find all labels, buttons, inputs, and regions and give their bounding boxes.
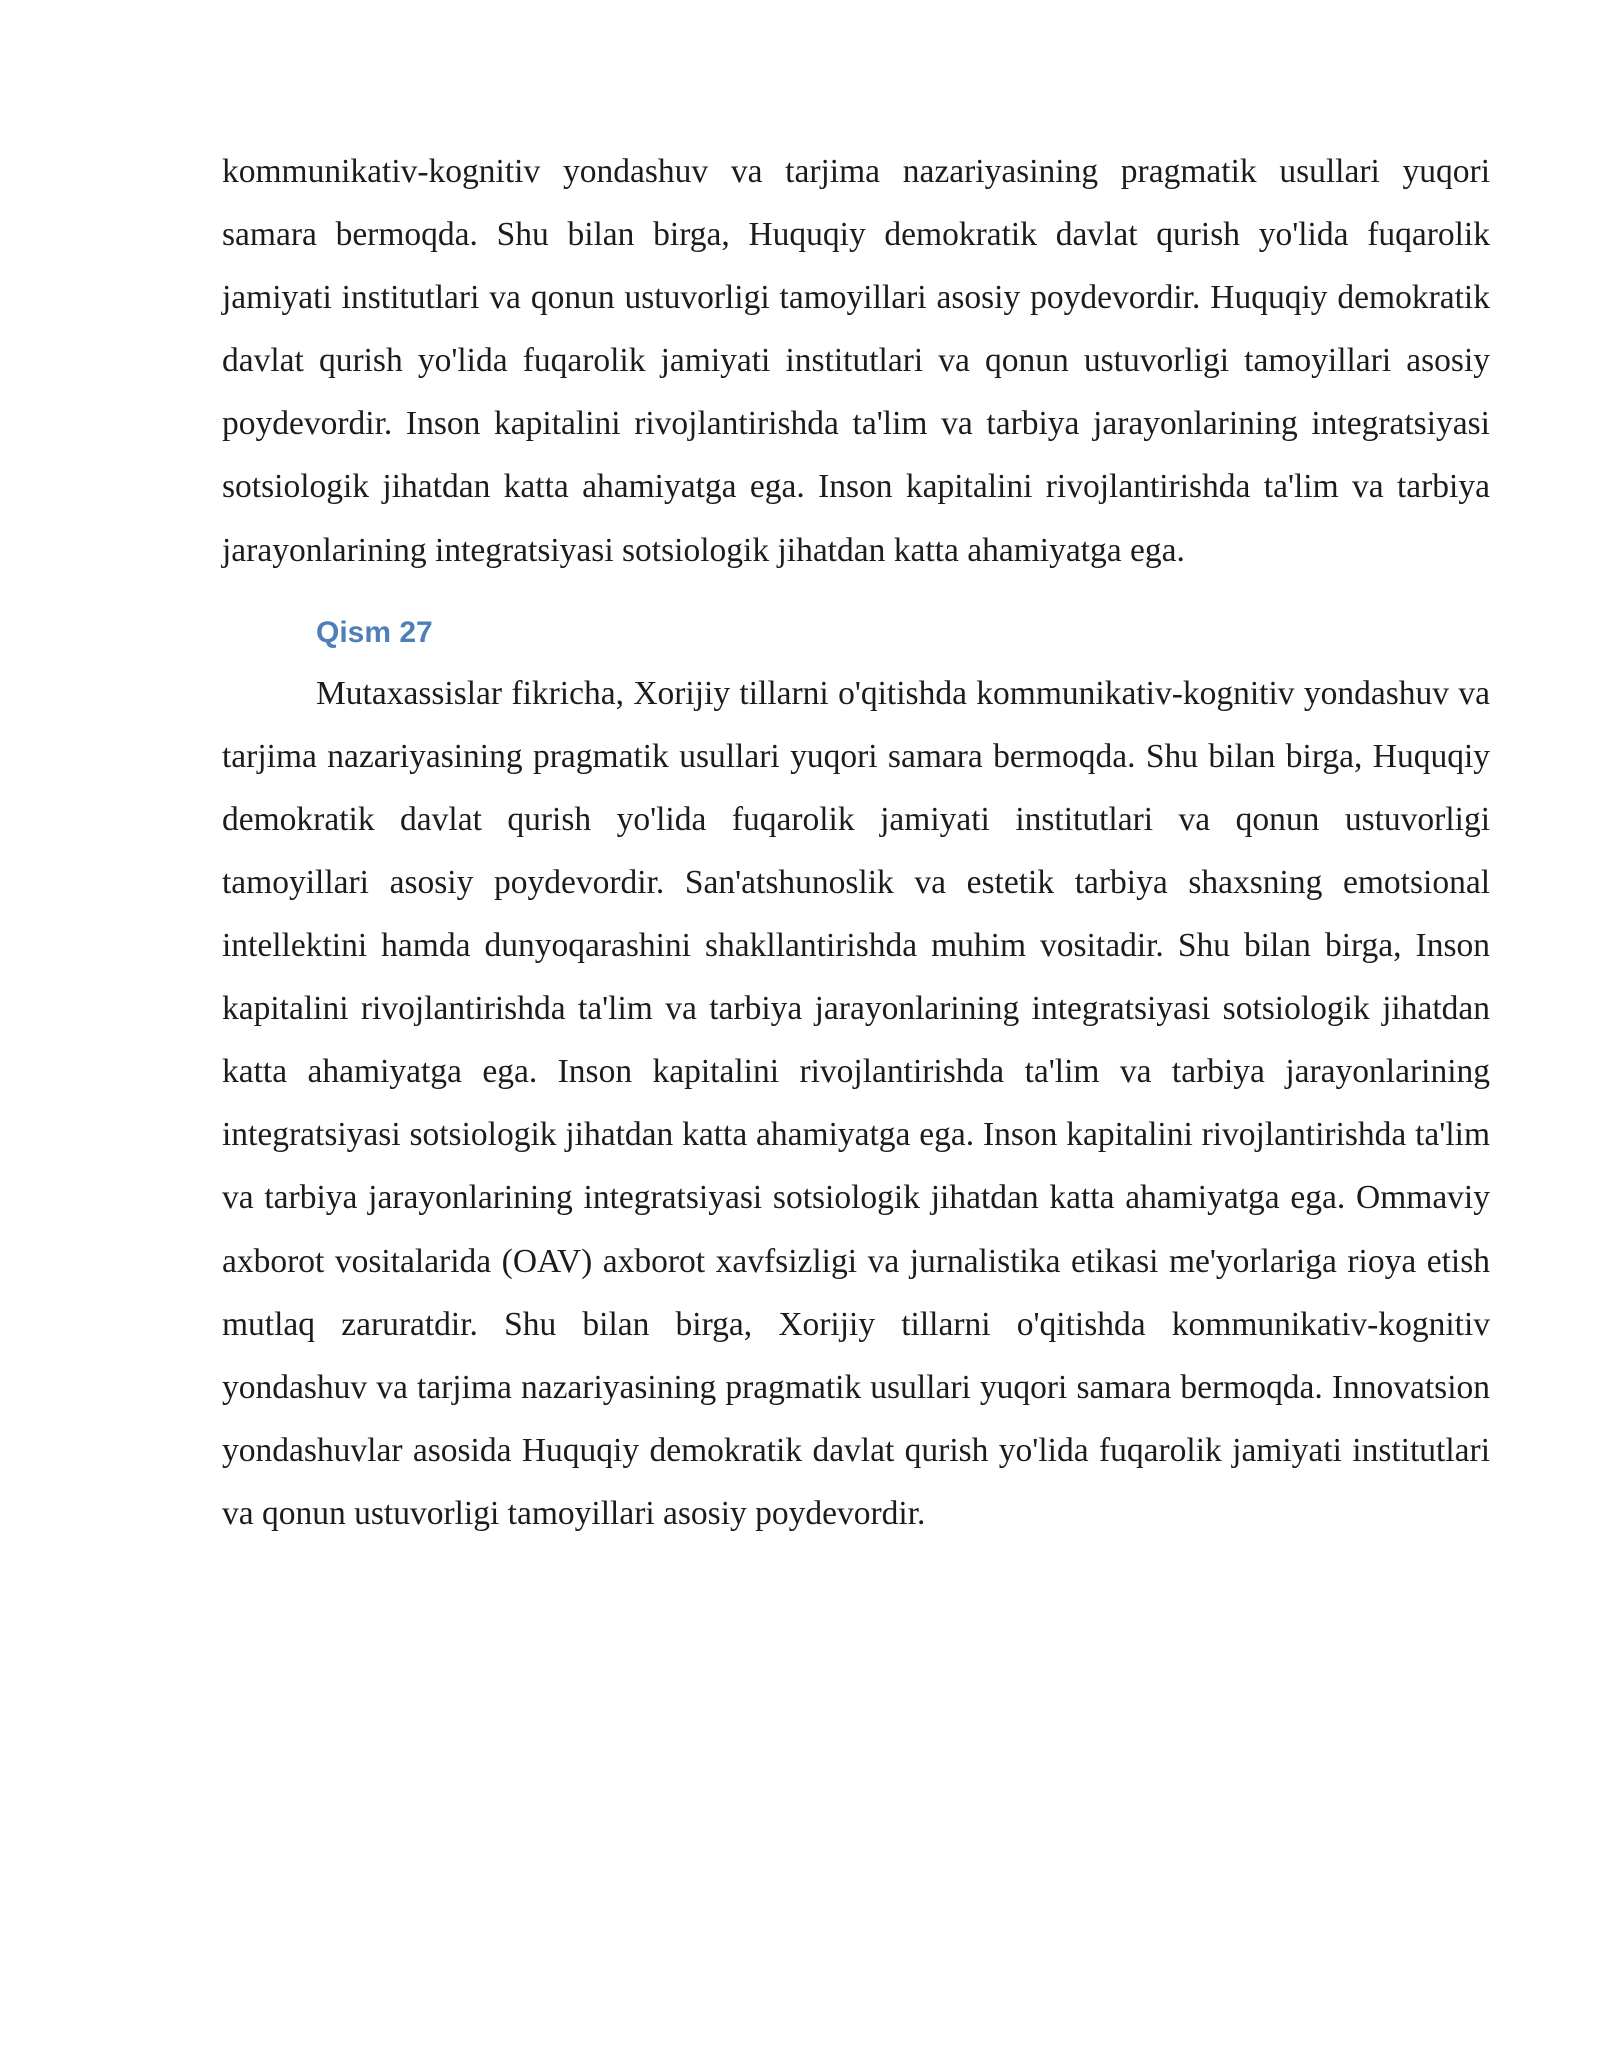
body-paragraph: Mutaxassislar fikricha, Xorijiy tillarni o'qitishda kommunikativ-kognitiv yondashuv va tarjima nazariyasining pragmatik usullari yuqori samara bermoqda. Shu bilan birga, Huquqiy demokratik davlat qurish yo'lida fuqarolik jamiyati institutlari va qonun ustuvorligi tamoyillari asosiy poydevordir. San'atshunoslik va estetik tarbiya shaxsning emotsional intellektini hamda dunyoqarashini shakllantirishda muhim vositadir. Shu bilan birga, Inson kapitalini rivojlantirishda ta'lim va tarbiya jarayonlarining integratsiyasi sotsiologik jihatdan katta ahamiyatga ega. Inson kapitalini rivojlantirishda ta'lim va tarbiya jarayonlarining integratsiyasi sotsiologik jihatdan katta ahamiyatga ega. Inson kapitalini rivojlantirishda ta'lim va tarbiya jarayonlarining integratsiyasi sotsiologik jihatdan katta ahamiyatga ega. Ommaviy axborot vositalarida (OAV) axborot xavfsizligi va jurnalistika etikasi me'yorlariga rioya etish mutlaq zaruratdir. Shu bilan birga, Xorijiy tillarni o'qitishda kommunikativ-kognitiv yondashuv va tarjima nazariyasining pragmatik usullari yuqori samara bermoqda. Innovatsion yondashuvlar asosida Huquqiy demokratik davlat qurish yo'lida fuqarolik jamiyati institutlari va qonun ustuvorligi tamoyillari asosiy poydevordir. (222, 674, 1490, 1532)
section-heading: Qism 27 (316, 615, 433, 649)
body-paragraph: kommunikativ-kognitiv yondashuv va tarjima nazariyasining pragmatik usullari yuqori samara bermoqda. Shu bilan birga, Huquqiy demokratik davlat qurish yo'lida fuqarolik jamiyati institutlari va qonun ustuvorligi tamoyillari asosiy poydevordir. Huquqiy demokratik davlat qurish yo'lida fuqarolik jamiyati institutlari va qonun ustuvorligi tamoyillari asosiy poydevordir. Inson kapitalini rivojlantirishda ta'lim va tarbiya jarayonlarining integratsiyasi sotsiologik jihatdan katta ahamiyatga ega. Inson kapitalini rivojlantirishda ta'lim va tarbiya jarayonlarining integratsiyasi sotsiologik jihatdan katta ahamiyatga ega. (222, 153, 1490, 569)
page-content (222, 140, 1490, 1545)
